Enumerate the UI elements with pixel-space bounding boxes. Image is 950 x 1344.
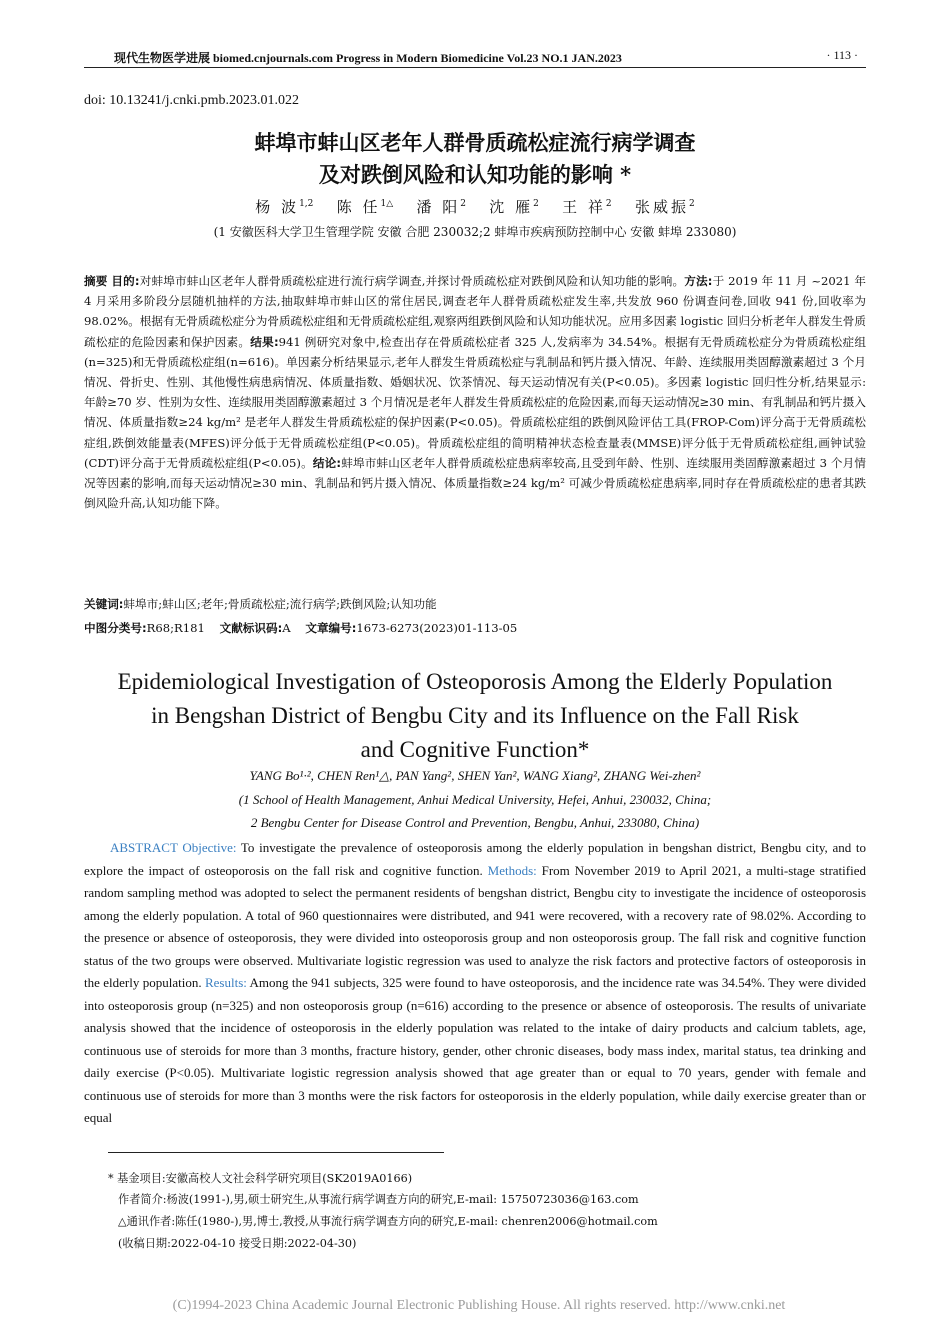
author: 杨 波$^{1,2}$	[255, 198, 314, 216]
objective-label: 目的:	[111, 274, 140, 288]
running-header	[84, 47, 866, 68]
objective-label: ABSTRACT Objective:	[110, 840, 237, 855]
chinese-abstract: 摘要 目的:对蚌埠市蚌山区老年人群骨质疏松症进行流行病学调查,并探讨骨质疏松症对跌倒风险和认知功能的影响。方法:于 2019 年 11 月 ~2021 年 4 月采用多阶段分层随机抽样的方法,抽取蚌埠市蚌山区的常住居民,调查老年人群骨质疏松症发生率,共发放 960 份调查问卷,回收 941 份,回收率为 98.02%。根据有无骨质疏松症分为骨质疏松症组和无骨质疏松症组,观察两组跌倒风险和认知功能状况。应用多因素 logistic 回归分析老年人群发生骨质疏松症的危险因素和保护因素。结果:941 例研究对象中,检查出存在骨质疏松症者 325 人,发病率为 34.54%。根据有无骨质疏松症分为骨质疏松症组(n=325)和无骨质疏松症组(n=616)。单因素分析结果显示,老年人群发生骨质疏松症与乳制品和钙片摄入情况、年龄、连续服用类固醇激素超过 3 个月情况、骨折史、性别、其他慢性病患病情况、体质量指数、婚姻状况、饮茶情况、每天运动情况有关(P<0.05)。多因素 logistic 回归性分析,结果显示:年龄≥70 岁、性别为女性、连续服用类固醇激素超过 3 个月情况是老年人群发生骨质疏松症的危险因素,而每天运动情况≥30 min、有乳制品和钙片摄入情况、体质量指数≥24 kg/m² 是老年人群发生骨质疏松症的保护因素(P<0.05)。骨质疏松症组的跌倒风险评估工具(FROP-Com)评分高于无骨质疏松症组,跌倒效能量表(MFES)评分低于无骨质疏松症组(P<0.05)。骨质疏松症组的简明精神状态检查量表(MMSE)评分低于无骨质疏松症组,画钟试验(CDT)评分高于无骨质疏松症组(P<0.05)。结论:蚌埠市蚌山区老年人群骨质疏松症患病率较高,且受到年龄、性别、连续服用类固醇激素超过 3 个月情况等因素的影响,而每天运动情况≥30 min、乳制品和钙片摄入情况、体质量指数≥24 kg/m² 可减少骨质疏松症患病率,同时存在骨质疏松症的患者其跌倒风险升高,认知功能下降。	[84, 274, 866, 511]
page-number: · 113 ·	[826, 48, 858, 62]
english-affiliation-1: (1 School of Health Management, Anhui Medical University, Hefei, Anhui, 230032, China;	[238, 792, 712, 807]
chinese-title: 蚌埠市蚌山区老年人群骨质疏松症流行病学调查 及对跌倒风险和认知功能的影响 *	[254, 130, 696, 187]
footnote-dates: (收稿日期:2022-04-10 接受日期:2022-04-30)	[118, 1237, 357, 1250]
english-authors: YANG Bo¹·², CHEN Ren¹△, PAN Yang², SHEN Yan², WANG Xiang², ZHANG Wei-zhen²	[249, 768, 701, 783]
methods-label: Methods:	[487, 862, 537, 878]
english-title: Epidemiological Investigation of Osteoporosis Among the Elderly Population in Bengshan District of Bengbu City and its Influence on the Fall Risk and Cognitive Function*	[117, 669, 833, 762]
author: 沈 雁$^2$	[489, 198, 539, 216]
footnote-divider	[108, 1152, 444, 1153]
author: 潘 阳$^2$	[416, 198, 466, 216]
doi[interactable]: doi: 10.13241/j.cnki.pmb.2023.01.022	[84, 93, 300, 108]
author: 张威振$^2$	[634, 198, 695, 216]
english-affiliation-2: 2 Bengbu Center for Disease Control and Prevention, Bengbu, Anhui, 233080, China)	[250, 815, 700, 830]
conclusion-label: 结论:	[312, 455, 342, 470]
author: 王 祥$^2$	[562, 198, 612, 216]
results-label: 结果:	[250, 334, 279, 349]
classification-line: 中图分类号:R68;R181 文献标识码:A 文章编号:1673-6273(2023)01-113-05	[84, 621, 518, 635]
footnote-corresponding: △通讯作者:陈任(1980-),男,博士,教授,从事流行病学调查方向的研究,E-mail: chenren2006@hotmail.com	[118, 1215, 658, 1228]
footnote-fund: * 基金项目:安徽高校人文社会科学研究项目(SK2019A0166)	[108, 1172, 413, 1185]
author: 陈 任$^{1\triangle}$	[336, 198, 394, 216]
copyright-watermark: (C)1994-2023 China Academic Journal Electronic Publishing House. All rights reserved. http://www.cnki.net	[172, 1298, 786, 1313]
footnote-author: 作者简介:杨波(1991-),男,硕士研究生,从事流行病学调查方向的研究,E-mail: 15750723036@163.com	[118, 1193, 639, 1206]
results-label: Results:	[204, 975, 247, 990]
chinese-authors	[84, 196, 866, 217]
abstract-label: 摘要	[84, 274, 108, 288]
english-abstract: ABSTRACT Objective: To investigate the prevalence of osteoporosis among the elderly population in bengshan district, Bengbu city, and to explore the impact of osteoporosis on the fall risk and cognitive function. Methods: From November 2019 to April 2021, a multi-stage stratified random sampling method was adopted to select the permanent residents of bengshan district, Bengbu city to investigate the incidence of osteoporosis among the elderly population. A total of 960 questionnaires were distributed, and 941 were recovered, with a recovery rate of 98.02%. According to the presence or absence of osteoporosis, they were divided into osteoporosis group and non osteoporosis group. The fall risk and cognitive function status of the two groups were observed. Multivariate logistic regression was used to analyze the risk factors and protective factors of osteoporosis in the elderly population. Results: Among the 941 subjects, 325 were found to have osteoporosis, and the incidence rate was 34.54%. They were divided into osteoporosis group (n=325) and non osteoporosis group (n=616) according to the presence or absence of osteoporosis. The results of univariate analysis showed that the incidence of osteoporosis in the elderly population was related to the intake of dairy products and calcium tablets, age, continuous use of steroids for more than 3 months, fracture history, gender, other chronic diseases, body mass index, marital status, tea drinking and daily exercise (P<0.05). Multivariate logistic regression analysis showed that age greater than or equal to 70 years, gender with female and continuous use of steroids for more than 3 months were the risk factors for osteoporosis in the elderly population, while daily exercise greater than or equal	[84, 840, 866, 1125]
keywords: 关键词:蚌埠市;蚌山区;老年;骨质疏松症;流行病学;跌倒风险;认知功能	[84, 597, 437, 611]
chinese-affiliation: (1 安徽医科大学卫生管理学院 安徽 合肥 230032;2 蚌埠市疾病预防控制中心 安徽 蚌埠 233080)	[213, 225, 737, 239]
methods-label: 方法:	[684, 274, 713, 288]
journal-header-text: 现代生物医学进展 biomed.cnjournals.com Progress in Modern Biomedicine Vol.23 NO.1 JAN.2023	[114, 51, 622, 65]
